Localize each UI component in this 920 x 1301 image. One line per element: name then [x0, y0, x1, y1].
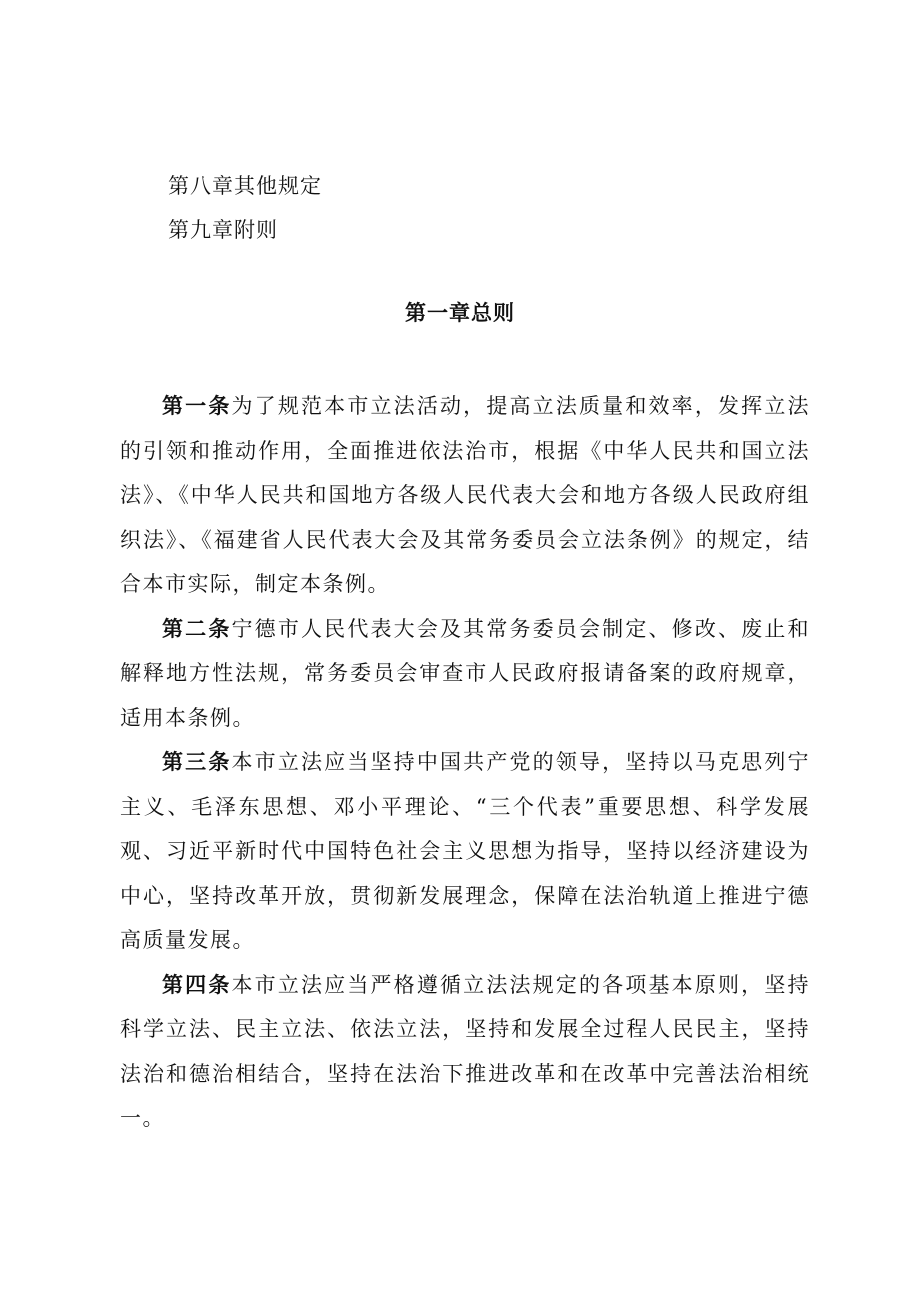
article-label: 第二条	[162, 615, 232, 641]
article-label: 第一条	[162, 393, 232, 418]
table-of-contents	[168, 164, 322, 252]
article-4	[120, 963, 810, 1141]
article-2	[120, 607, 810, 741]
article-text: 本市立法应当坚持中国共产党的领导，坚持以马克思列宁主义、毛泽东思想、邓小平理论、“三个代表”重要思想、科学发展观、习近平新时代中国特色社会主义思想为指导，坚持以经济建设为中心，坚持改革开放，贯彻新发展理念，保障在法治轨道上推进宁德高质量发展。	[120, 750, 810, 952]
article-label: 第四条	[162, 971, 232, 997]
article-label: 第三条	[162, 749, 232, 774]
chapter-body	[120, 384, 810, 1141]
chapter-title: 第一章总则	[405, 300, 515, 325]
toc-item-chapter-8: 第八章其他规定	[168, 174, 322, 198]
article-text: 宁德市人民代表大会及其常务委员会制定、修改、废止和解释地方性法规，常务委员会审查市人民政府报请备案的政府规章，适用本条例。	[120, 616, 810, 730]
article-text: 为了规范本市立法活动，提高立法质量和效率，发挥立法的引领和推动作用，全面推进依法治市，根据《中华人民共和国立法法》、《中华人民共和国地方各级人民代表大会和地方各级人民政府组织法》、《福建省人民代表大会及其常务委员会立法条例》的规定，结合本市实际，制定本条例。	[120, 394, 810, 596]
article-text: 本市立法应当严格遵循立法法规定的各项基本原则，坚持科学立法、民主立法、依法立法，坚持和发展全过程人民民主，坚持法治和德治相结合，坚持在法治下推进改革和在改革中完善法治相统一。	[120, 972, 810, 1130]
article-1	[120, 384, 810, 607]
toc-item-chapter-9: 第九章附则	[168, 218, 278, 242]
article-3	[120, 740, 810, 963]
